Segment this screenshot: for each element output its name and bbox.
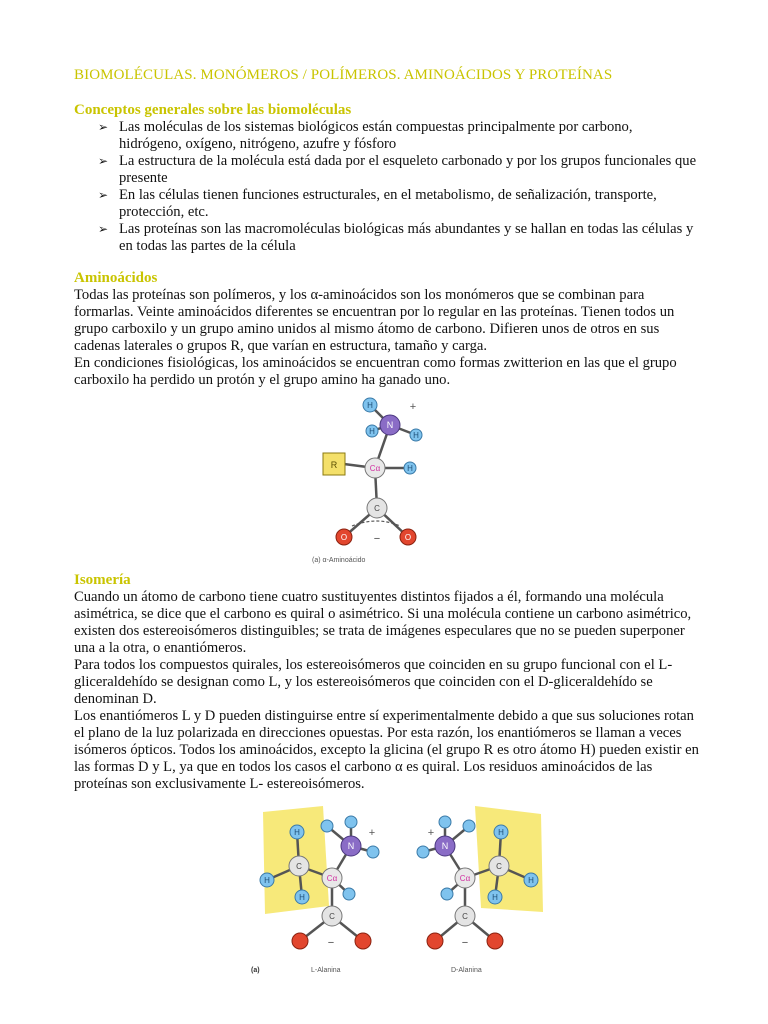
section-heading-isomeria: Isomería — [74, 572, 131, 588]
svg-text:H: H — [369, 427, 375, 436]
svg-text:H: H — [407, 464, 413, 473]
svg-text:N: N — [441, 841, 449, 851]
figure-label: (a) — [251, 967, 260, 974]
l-alanine-label: L-Alanina — [311, 967, 341, 974]
svg-text:O: O — [340, 533, 348, 542]
minus-charge: − — [373, 533, 381, 545]
paragraph: Cuando un átomo de carbono tiene cuatro sustituyentes distintos fijados a él, formando una molécula asimétrica, se dice que el carbono es quiral o asimétrico. Si una molécula contiene un carbono asimétrico, existen dos estereoisómeros distinguibles; se trata de imágenes especulares que no se pueden superponer una a la otra, o enantiómeros. — [74, 589, 692, 656]
list-item: ➢ Las proteínas son las macromoléculas biológicas más abundantes y se hallan en todas las células y en todas las partes de la célula — [98, 221, 694, 254]
svg-text:−: − — [327, 937, 335, 949]
svg-text:−: − — [461, 937, 469, 949]
svg-text:H: H — [299, 893, 305, 902]
svg-text:N: N — [347, 841, 355, 851]
paragraph: Todas las proteínas son polímeros, y los α-aminoácidos son los monómeros que se combinan para formarlas. Veinte aminoácidos diferentes se encuentran por lo regular en las proteínas. Tienen todos un grupo carboxilo y un grupo amino unidos al mismo átomo de carbono. Difieren unos de otros en sus cadenas laterales o grupos R, que varían en estructura, tamaño y carga. — [74, 287, 675, 354]
list-item: ➢ Las moléculas de los sistemas biológicos están compuestas principalmente por carbono, hidrógeno, oxígeno, nitrógeno, azufre y fósforo — [98, 119, 633, 152]
svg-text:H: H — [367, 401, 373, 410]
list-item: ➢ En las células tienen funciones estructurales, en el metabolismo, de señalización, transporte, protección, etc. — [98, 187, 657, 220]
alanine-enantiomers-figure — [245, 804, 555, 980]
svg-text:C: C — [329, 912, 335, 921]
aminoacidos-text — [74, 287, 704, 389]
oxygen-atom — [292, 933, 308, 949]
svg-text:Cα: Cα — [369, 464, 381, 473]
svg-text:H: H — [264, 876, 270, 885]
figure-caption: (a) α-Aminoácido — [312, 557, 366, 564]
svg-text:C: C — [296, 862, 302, 871]
paragraph: Los enantiómeros L y D pueden distinguirse entre sí experimentalmente debido a que sus soluciones rotan el plano de la luz polarizada en direcciones opuestas. Por esta razón, los enantiómeros se llaman a veces isómeros ópticos. Todos los aminoácidos, excepto la glicina (el grupo R es otro átomo H) pueden existir en las formas D y L, ya que en todos los casos el carbono α es quiral. Los residuos aminoácidos de las proteínas son exclusivamente L- estereoisómeros. — [74, 708, 699, 792]
svg-text:Cα: Cα — [459, 874, 471, 883]
oxygen-atom — [487, 933, 503, 949]
svg-text:H: H — [498, 828, 504, 837]
paragraph: Para todos los compuestos quirales, los estereoisómeros que coinciden en su grupo funcional con el L-gliceraldehído se designan como L, y los estereoisómeros que coinciden con el D-gliceraldehído se denominan D. — [74, 657, 673, 707]
oxygen-atom — [427, 933, 443, 949]
oxygen-atom — [355, 933, 371, 949]
svg-text:R: R — [330, 460, 338, 470]
list-item: ➢ La estructura de la molécula está dada por el esqueleto carbonado y por los grupos funcionales que presente — [98, 153, 697, 186]
svg-text:H: H — [413, 431, 419, 440]
svg-text:O: O — [404, 533, 412, 542]
svg-text:H: H — [294, 828, 300, 837]
svg-text:N: N — [386, 420, 394, 430]
isomeria-text — [74, 589, 704, 793]
d-alanine-label: D-Alanina — [451, 967, 482, 974]
arrow-bullet-icon: ➢ — [98, 188, 109, 202]
svg-text:H: H — [492, 893, 498, 902]
svg-text:+: + — [427, 827, 435, 839]
plus-charge: + — [409, 401, 417, 413]
alpha-aminoacid-figure — [300, 394, 450, 566]
document-title: BIOMOLÉCULAS. MONÓMEROS / POLÍMEROS. AMINOÁCIDOS Y PROTEÍNAS — [74, 67, 613, 83]
svg-text:C: C — [496, 862, 502, 871]
methyl-highlight — [475, 806, 543, 912]
svg-text:+: + — [368, 827, 376, 839]
arrow-bullet-icon: ➢ — [98, 120, 109, 134]
concepts-list — [98, 119, 698, 255]
arrow-bullet-icon: ➢ — [98, 154, 109, 168]
svg-text:H: H — [528, 876, 534, 885]
svg-text:C: C — [462, 912, 468, 921]
svg-text:C: C — [374, 504, 380, 513]
paragraph: En condiciones fisiológicas, los aminoácidos se encuentran como formas zwitterion en las que el grupo carboxilo ha perdido un protón y el grupo amino ha ganado uno. — [74, 355, 677, 388]
arrow-bullet-icon: ➢ — [98, 222, 109, 236]
section-heading-aminoacidos: Aminoácidos — [74, 270, 158, 286]
section-heading-conceptos: Conceptos generales sobre las biomoléculas — [74, 102, 352, 118]
svg-text:Cα: Cα — [326, 874, 338, 883]
